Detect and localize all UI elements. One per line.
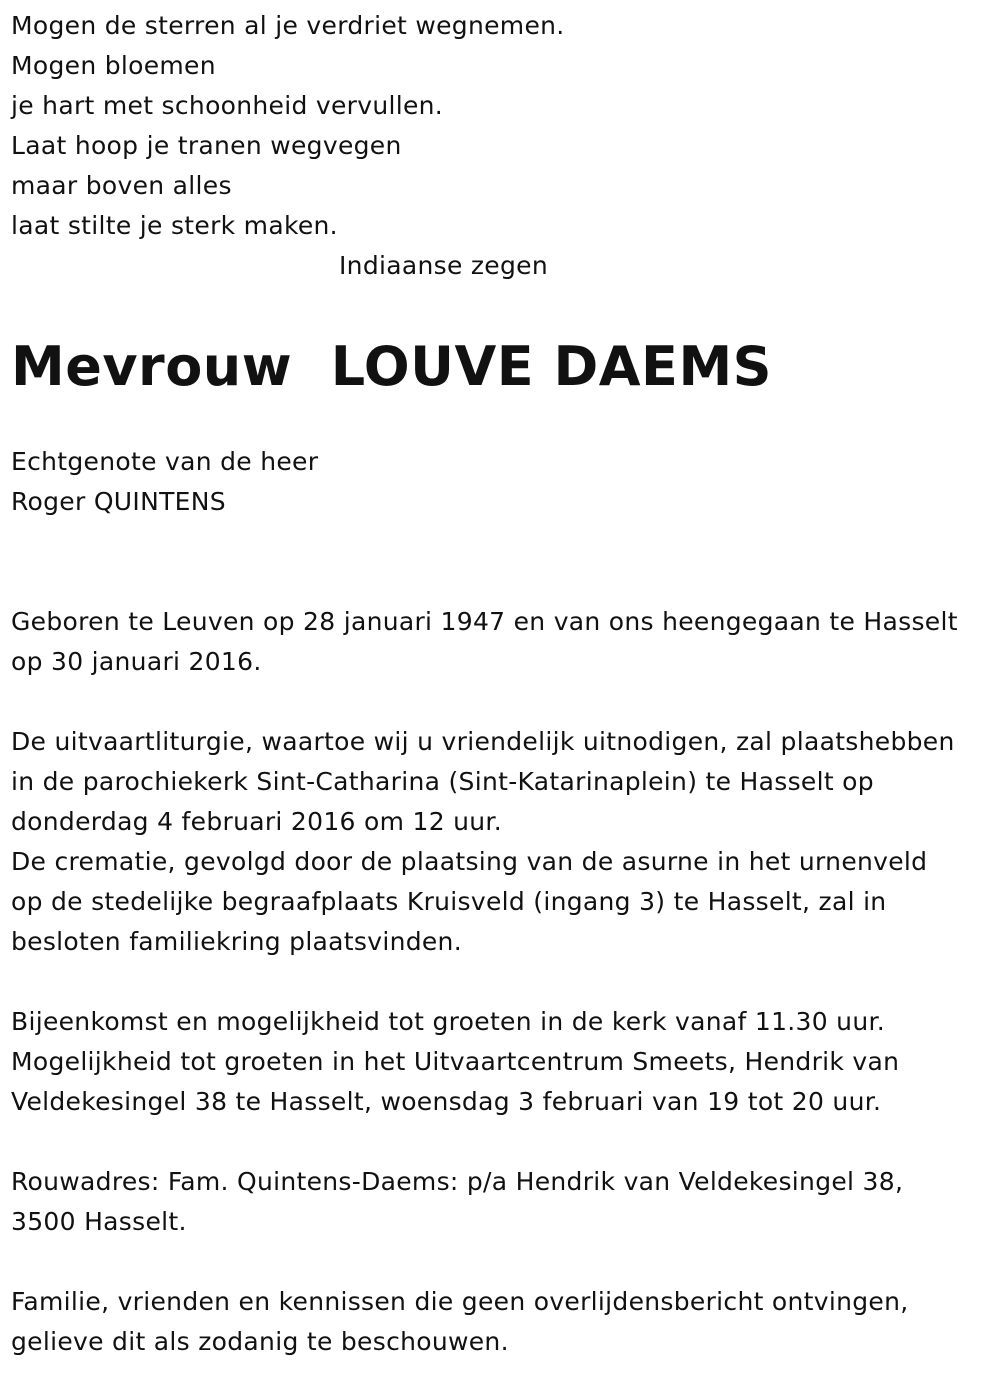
paragraph-line: op 30 januari 2016. — [11, 647, 262, 676]
paragraph-line: in de parochiekerk Sint-Catharina (Sint-Katarinaplein) te Hasselt op — [11, 767, 874, 796]
poem-line: Laat hoop je tranen wegvegen — [11, 131, 402, 160]
poem-line: Mogen bloemen — [11, 51, 216, 80]
poem-line: je hart met schoonheid vervullen. — [11, 91, 444, 120]
paragraph-line: donderdag 4 februari 2016 om 12 uur. — [11, 807, 502, 836]
spouse-line: Roger QUINTENS — [11, 487, 226, 516]
address-paragraph — [11, 1162, 996, 1242]
poem — [11, 6, 996, 286]
paragraph-line: Geboren te Leuven op 28 januari 1947 en van ons heengegaan te Hasselt — [11, 607, 958, 636]
paragraph-line: Familie, vrienden en kennissen die geen overlijdensbericht ontvingen, — [11, 1287, 909, 1316]
paragraph-line: Mogelijkheid tot groeten in het Uitvaartcentrum Smeets, Hendrik van — [11, 1047, 900, 1076]
paragraph-line: Bijeenkomst en mogelijkheid tot groeten in de kerk vanaf 11.30 uur. — [11, 1007, 885, 1036]
deceased-name: Mevrouw LOUVE DAEMS — [11, 335, 773, 398]
paragraph-line: op de stedelijke begraafplaats Kruisveld (ingang 3) te Hasselt, zal in — [11, 887, 887, 916]
poem-line: maar boven alles — [11, 171, 232, 200]
paragraph-line: gelieve dit als zodanig te beschouwen. — [11, 1327, 509, 1356]
funeral-paragraph — [11, 722, 996, 962]
paragraph-line: Rouwadres: Fam. Quintens-Daems: p/a Hendrik van Veldekesingel 38, — [11, 1167, 904, 1196]
spouse-section — [11, 442, 996, 522]
poem-credit: Indiaanse zegen — [339, 251, 548, 280]
paragraph-line: Veldekesingel 38 te Hasselt, woensdag 3 februari van 19 tot 20 uur. — [11, 1087, 882, 1116]
paragraph-line: De crematie, gevolgd door de plaatsing van de asurne in het urnenveld — [11, 847, 928, 876]
poem-line: Mogen de sterren al je verdriet wegnemen. — [11, 11, 565, 40]
visitation-paragraph — [11, 1002, 996, 1122]
birth-death-paragraph — [11, 602, 996, 682]
paragraph-line: besloten familiekring plaatsvinden. — [11, 927, 462, 956]
paragraph-line: 3500 Hasselt. — [11, 1207, 187, 1236]
poem-line: laat stilte je sterk maken. — [11, 211, 338, 240]
paragraph-line: De uitvaartliturgie, waartoe wij u vriendelijk uitnodigen, zal plaatshebben — [11, 727, 955, 756]
death-notice — [11, 0, 996, 1362]
spouse-line: Echtgenote van de heer — [11, 447, 319, 476]
closing-paragraph — [11, 1282, 996, 1362]
